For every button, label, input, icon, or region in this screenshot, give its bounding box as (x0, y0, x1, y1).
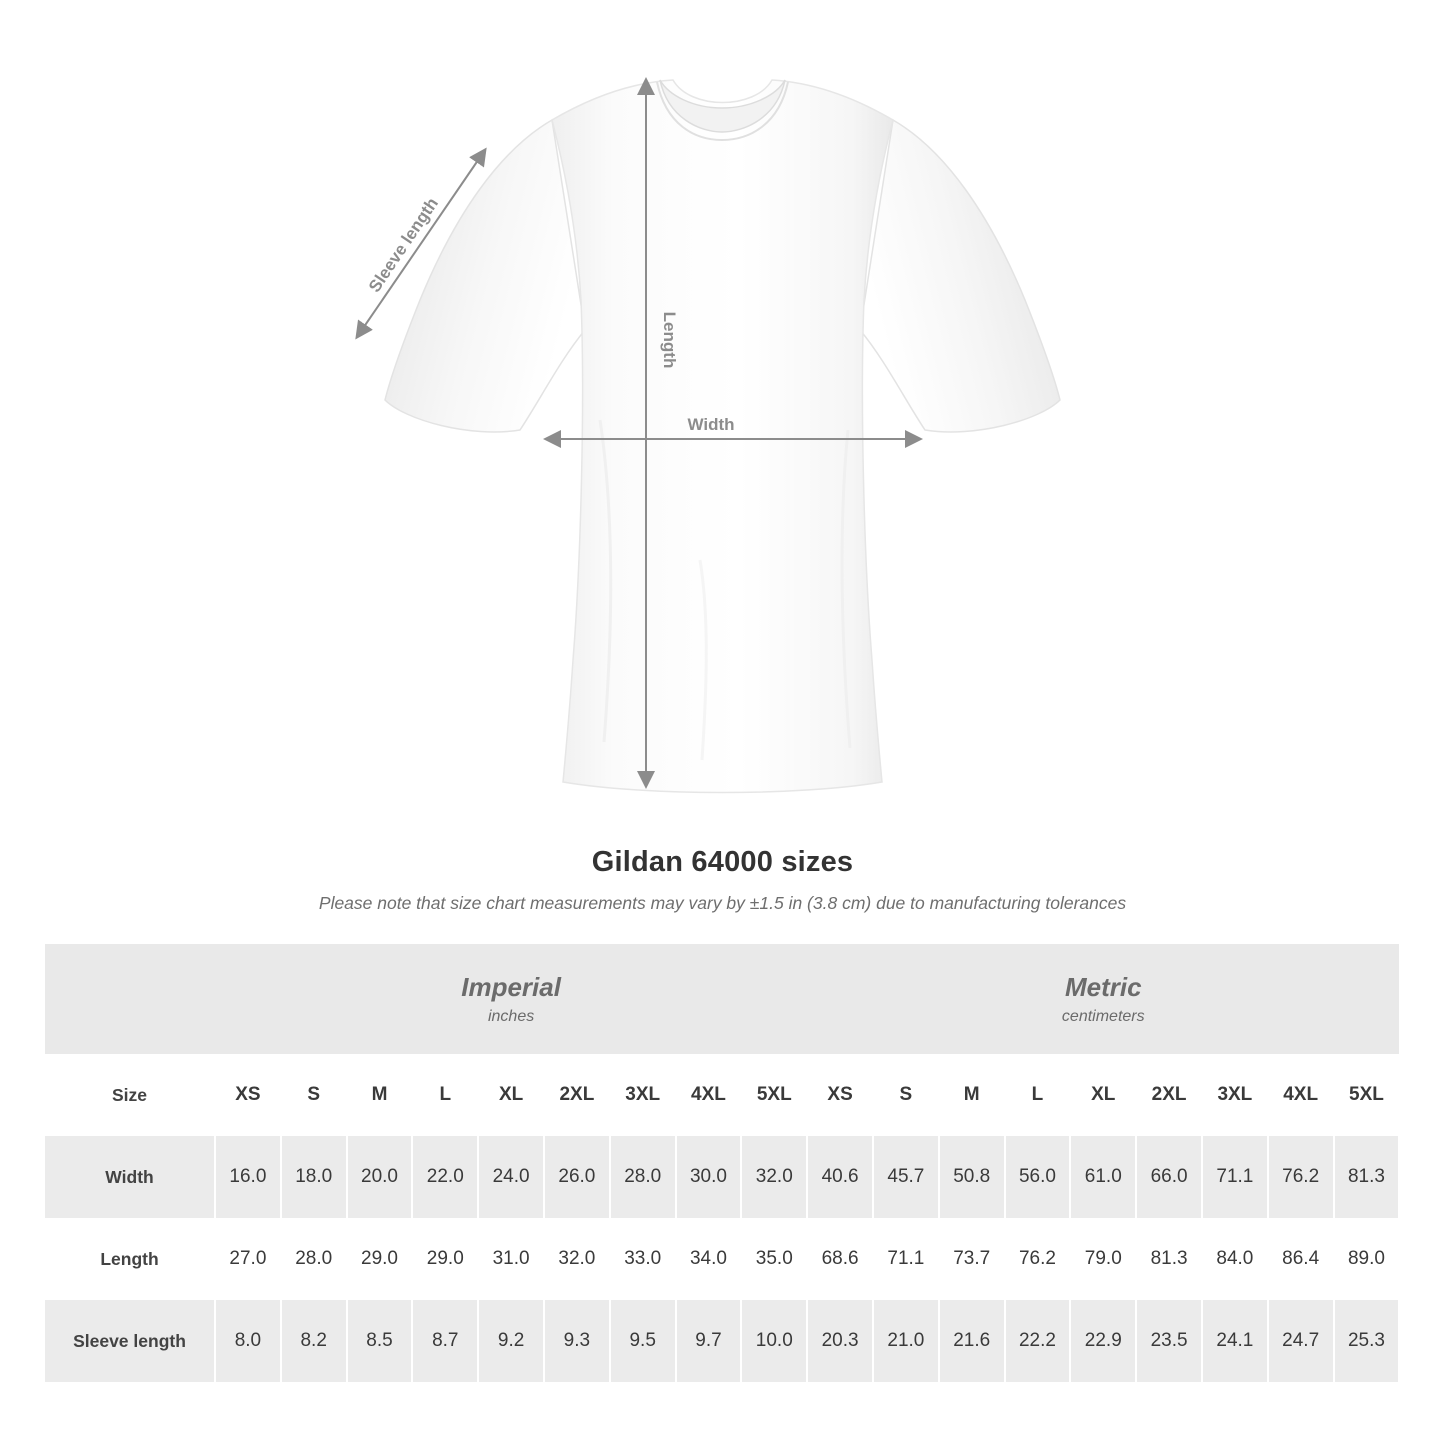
cell-width-metric-s: 45.7 (873, 1136, 939, 1218)
length-label: Length (660, 311, 679, 369)
cell-sleeve-imperial-2xl: 9.3 (544, 1300, 610, 1382)
width-label: Width (687, 415, 735, 434)
size-header-metric-2xl: 2XL (1136, 1054, 1202, 1136)
cell-length-imperial-2xl: 32.0 (544, 1218, 610, 1300)
cell-sleeve-imperial-5xl: 10.0 (741, 1300, 807, 1382)
cell-width-imperial-4xl: 30.0 (676, 1136, 742, 1218)
cell-length-imperial-3xl: 33.0 (610, 1218, 676, 1300)
size-header-imperial-4xl: 4XL (676, 1054, 742, 1136)
cell-width-metric-5xl: 81.3 (1334, 1136, 1400, 1218)
cell-width-imperial-xs: 16.0 (215, 1136, 281, 1218)
cell-width-metric-3xl: 71.1 (1202, 1136, 1268, 1218)
cell-width-metric-xl: 61.0 (1070, 1136, 1136, 1218)
cell-length-metric-xs: 68.6 (807, 1218, 873, 1300)
cell-width-imperial-xl: 24.0 (478, 1136, 544, 1218)
size-header-imperial-5xl: 5XL (741, 1054, 807, 1136)
cell-length-imperial-m: 29.0 (347, 1218, 413, 1300)
cell-sleeve-metric-4xl: 24.7 (1268, 1300, 1334, 1382)
tshirt-shape (385, 80, 1060, 793)
cell-length-metric-xl: 79.0 (1070, 1218, 1136, 1300)
cell-length-metric-l: 76.2 (1005, 1218, 1071, 1300)
cell-length-imperial-xs: 27.0 (215, 1218, 281, 1300)
cell-width-metric-l: 56.0 (1005, 1136, 1071, 1218)
row-label-length: Length (45, 1218, 215, 1300)
size-header-metric-3xl: 3XL (1202, 1054, 1268, 1136)
size-table-container (0, 944, 1445, 1382)
cell-width-imperial-3xl: 28.0 (610, 1136, 676, 1218)
cell-sleeve-metric-xs: 20.3 (807, 1300, 873, 1382)
size-header-imperial-m: M (347, 1054, 413, 1136)
measurement-note: Please note that size chart measurements may vary by ±1.5 in (3.8 cm) due to manufacturing tolerances (318, 893, 1127, 913)
unit-name-imperial: Imperial (461, 971, 561, 1002)
cell-width-imperial-5xl: 32.0 (741, 1136, 807, 1218)
table-row (45, 1136, 1399, 1218)
cell-sleeve-imperial-m: 8.5 (347, 1300, 413, 1382)
cell-length-imperial-l: 29.0 (412, 1218, 478, 1300)
unit-sub-metric: centimeters (1061, 1008, 1145, 1026)
size-header-imperial-2xl: 2XL (544, 1054, 610, 1136)
table-row (45, 1218, 1399, 1300)
cell-length-metric-3xl: 84.0 (1202, 1218, 1268, 1300)
size-header-metric-5xl: 5XL (1334, 1054, 1400, 1136)
cell-sleeve-imperial-3xl: 9.5 (610, 1300, 676, 1382)
size-chart-table (45, 944, 1400, 1382)
cell-width-imperial-m: 20.0 (347, 1136, 413, 1218)
unit-name-metric: Metric (1064, 971, 1142, 1002)
size-header-metric-m: M (939, 1054, 1005, 1136)
size-header-imperial-s: S (281, 1054, 347, 1136)
unit-header-metric (807, 944, 1399, 1054)
unit-sub-imperial: inches (487, 1008, 535, 1026)
cell-length-imperial-4xl: 34.0 (676, 1218, 742, 1300)
size-header-metric-4xl: 4XL (1268, 1054, 1334, 1136)
cell-sleeve-metric-3xl: 24.1 (1202, 1300, 1268, 1382)
cell-width-imperial-2xl: 26.0 (544, 1136, 610, 1218)
cell-sleeve-imperial-4xl: 9.7 (676, 1300, 742, 1382)
cell-sleeve-metric-2xl: 23.5 (1136, 1300, 1202, 1382)
cell-sleeve-metric-5xl: 25.3 (1334, 1300, 1400, 1382)
size-row-label: Size (45, 1054, 215, 1136)
size-header-metric-s: S (873, 1054, 939, 1136)
cell-sleeve-imperial-l: 8.7 (412, 1300, 478, 1382)
cell-length-metric-s: 71.1 (873, 1218, 939, 1300)
size-header-row (45, 1054, 1399, 1136)
cell-width-metric-2xl: 66.0 (1136, 1136, 1202, 1218)
cell-width-imperial-s: 18.0 (281, 1136, 347, 1218)
size-header-imperial-xl: XL (478, 1054, 544, 1136)
unit-header-imperial (215, 944, 807, 1054)
size-header-imperial-xs: XS (215, 1054, 281, 1136)
cell-width-metric-m: 50.8 (939, 1136, 1005, 1218)
cell-length-imperial-5xl: 35.0 (741, 1218, 807, 1300)
row-label-width: Width (45, 1136, 215, 1218)
size-header-metric-xs: XS (807, 1054, 873, 1136)
cell-length-imperial-s: 28.0 (281, 1218, 347, 1300)
table-row (45, 1300, 1399, 1382)
size-header-imperial-3xl: 3XL (610, 1054, 676, 1136)
size-header-imperial-l: L (412, 1054, 478, 1136)
cell-width-metric-xs: 40.6 (807, 1136, 873, 1218)
cell-sleeve-metric-m: 21.6 (939, 1300, 1005, 1382)
cell-length-metric-m: 73.7 (939, 1218, 1005, 1300)
unit-header-row (45, 944, 1399, 1054)
cell-length-metric-5xl: 89.0 (1334, 1218, 1400, 1300)
cell-sleeve-metric-s: 21.0 (873, 1300, 939, 1382)
size-header-metric-l: L (1005, 1054, 1071, 1136)
cell-sleeve-metric-xl: 22.9 (1070, 1300, 1136, 1382)
cell-sleeve-imperial-s: 8.2 (281, 1300, 347, 1382)
cell-length-imperial-xl: 31.0 (478, 1218, 544, 1300)
cell-length-metric-2xl: 81.3 (1136, 1218, 1202, 1300)
table-corner (45, 944, 215, 1054)
size-header-metric-xl: XL (1070, 1054, 1136, 1136)
page-title: Gildan 64000 sizes (591, 846, 854, 878)
cell-sleeve-imperial-xl: 9.2 (478, 1300, 544, 1382)
cell-length-metric-4xl: 86.4 (1268, 1218, 1334, 1300)
cell-sleeve-metric-l: 22.2 (1005, 1300, 1071, 1382)
sleeve-length-label: Sleeve length (364, 194, 442, 296)
row-label-sleeve-length: Sleeve length (45, 1300, 215, 1382)
cell-width-imperial-l: 22.0 (412, 1136, 478, 1218)
cell-sleeve-imperial-xs: 8.0 (215, 1300, 281, 1382)
cell-width-metric-4xl: 76.2 (1268, 1136, 1334, 1218)
